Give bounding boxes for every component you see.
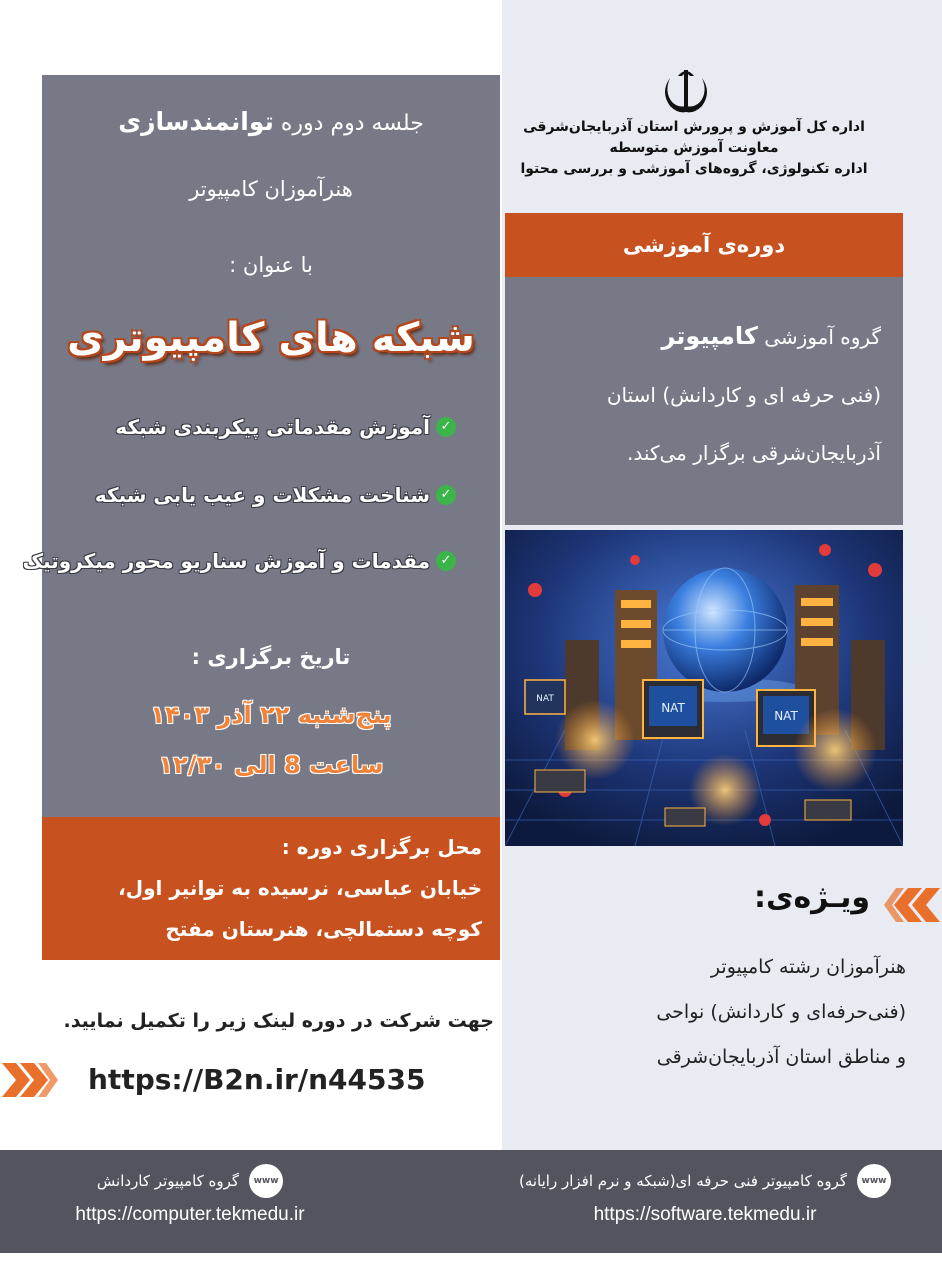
nat-label-3: NAT: [536, 694, 554, 704]
network-illustration: [505, 530, 903, 846]
session-prefix: جلسه دوم دوره: [280, 111, 424, 136]
venue-line-1: خیابان عباسی، نرسیده به توانیر اول،: [118, 876, 482, 900]
course-line-1-prefix: گروه آموزشی: [764, 325, 881, 349]
footer-right-group-row: [480, 1164, 930, 1198]
features-line-3: و مناطق استان آذربایجان‌شرقی: [656, 1046, 906, 1068]
venue-line-2: کوچه دستمالچی، هنرستان مفتح: [165, 917, 482, 941]
date-label: تاریخ برگزاری :: [191, 645, 351, 669]
topic-label-1: آموزش مقدماتی پیکربندی شبکه: [115, 415, 430, 439]
footer-computer-group: [20, 1150, 360, 1226]
course-line-3: آذربایجان‌شرقی برگزار می‌کند.: [627, 441, 881, 465]
globe-www-icon: www: [249, 1164, 283, 1198]
event-date: پنج‌شنبه ۲۲ آذر ۱۴۰۳: [150, 701, 392, 729]
registration-link[interactable]: https://B2n.ir/n44535: [88, 1063, 426, 1096]
footer-left-group-label: گروه کامپیوتر کاردانش: [96, 1172, 240, 1190]
features-description: [512, 945, 906, 1080]
session-bold: توانمندسازی: [118, 107, 274, 136]
topic-item-2: [95, 483, 456, 507]
double-chevron-icon: [2, 1063, 58, 1097]
iran-emblem-icon: [656, 66, 716, 116]
top-left-spacer: [0, 0, 502, 75]
check-icon: ✓: [436, 485, 456, 505]
check-icon: ✓: [436, 551, 456, 571]
topic-label-2: شناخت مشکلات و عیب یابی شبکه: [94, 483, 430, 507]
org-header: [512, 117, 876, 180]
topic-item-1: [115, 415, 456, 439]
nat-label-2: NAT: [774, 709, 798, 723]
venue-box: [42, 817, 500, 960]
topic-label-3: مقدمات و آموزش سناریو محور میکروتیک: [22, 549, 430, 573]
features-title: ویـژه‌ی:: [753, 880, 870, 915]
footer-software-group: [480, 1150, 930, 1226]
check-icon: ✓: [436, 417, 456, 437]
course-line-1: [515, 307, 881, 366]
org-line-3: اداره تکنولوژی، گروه‌های آموزشی و بررسی محتوا: [520, 161, 868, 177]
course-line-1-bold: کامپیوتر: [661, 322, 758, 350]
course-heading: دوره‌ی آموزشی: [505, 213, 903, 277]
footer: [0, 1150, 942, 1253]
main-title: شبکه های کامپیوتری: [67, 315, 475, 361]
footer-left-url[interactable]: https://computer.tekmedu.ir: [75, 1204, 305, 1225]
globe-www-icon: www: [857, 1164, 891, 1198]
org-line-2: معاونت آموزش متوسطه: [609, 140, 779, 156]
nat-label-1: NAT: [661, 701, 685, 715]
features-line-2: (فنی‌حرفه‌ای و کاردانش) نواحی: [656, 1001, 906, 1023]
event-time: ساعت 8 الی ۱۲/۳۰: [158, 751, 384, 779]
footer-right-group-label: گروه کامپیوتر فنی حرفه ای(شبکه و نرم افزار رایانه): [518, 1172, 848, 1190]
footer-left-group-row: [20, 1164, 360, 1198]
audience-text: هنرآموزان کامپیوتر: [189, 177, 353, 201]
topic-item-3: [23, 549, 456, 573]
as-title-label: با عنوان :: [229, 253, 313, 277]
footer-right-url[interactable]: https://software.tekmedu.ir: [593, 1204, 817, 1225]
session-info-panel: [22, 75, 500, 817]
registration-text: جهت شرکت در دوره لینک زیر را تکمیل نمایید.: [63, 1010, 494, 1032]
course-line-2: (فنی حرفه ای و کاردانش) استان: [606, 383, 881, 407]
course-description: [505, 277, 903, 525]
features-line-1: هنرآموزان رشته کامپیوتر: [710, 956, 906, 978]
double-chevron-icon: [884, 888, 940, 922]
session-title: [42, 107, 500, 136]
venue-label: محل برگزاری دوره :: [281, 835, 482, 859]
org-line-1: اداره کل آموزش و پرورش استان آذربایجان‌شرقی: [523, 119, 865, 135]
